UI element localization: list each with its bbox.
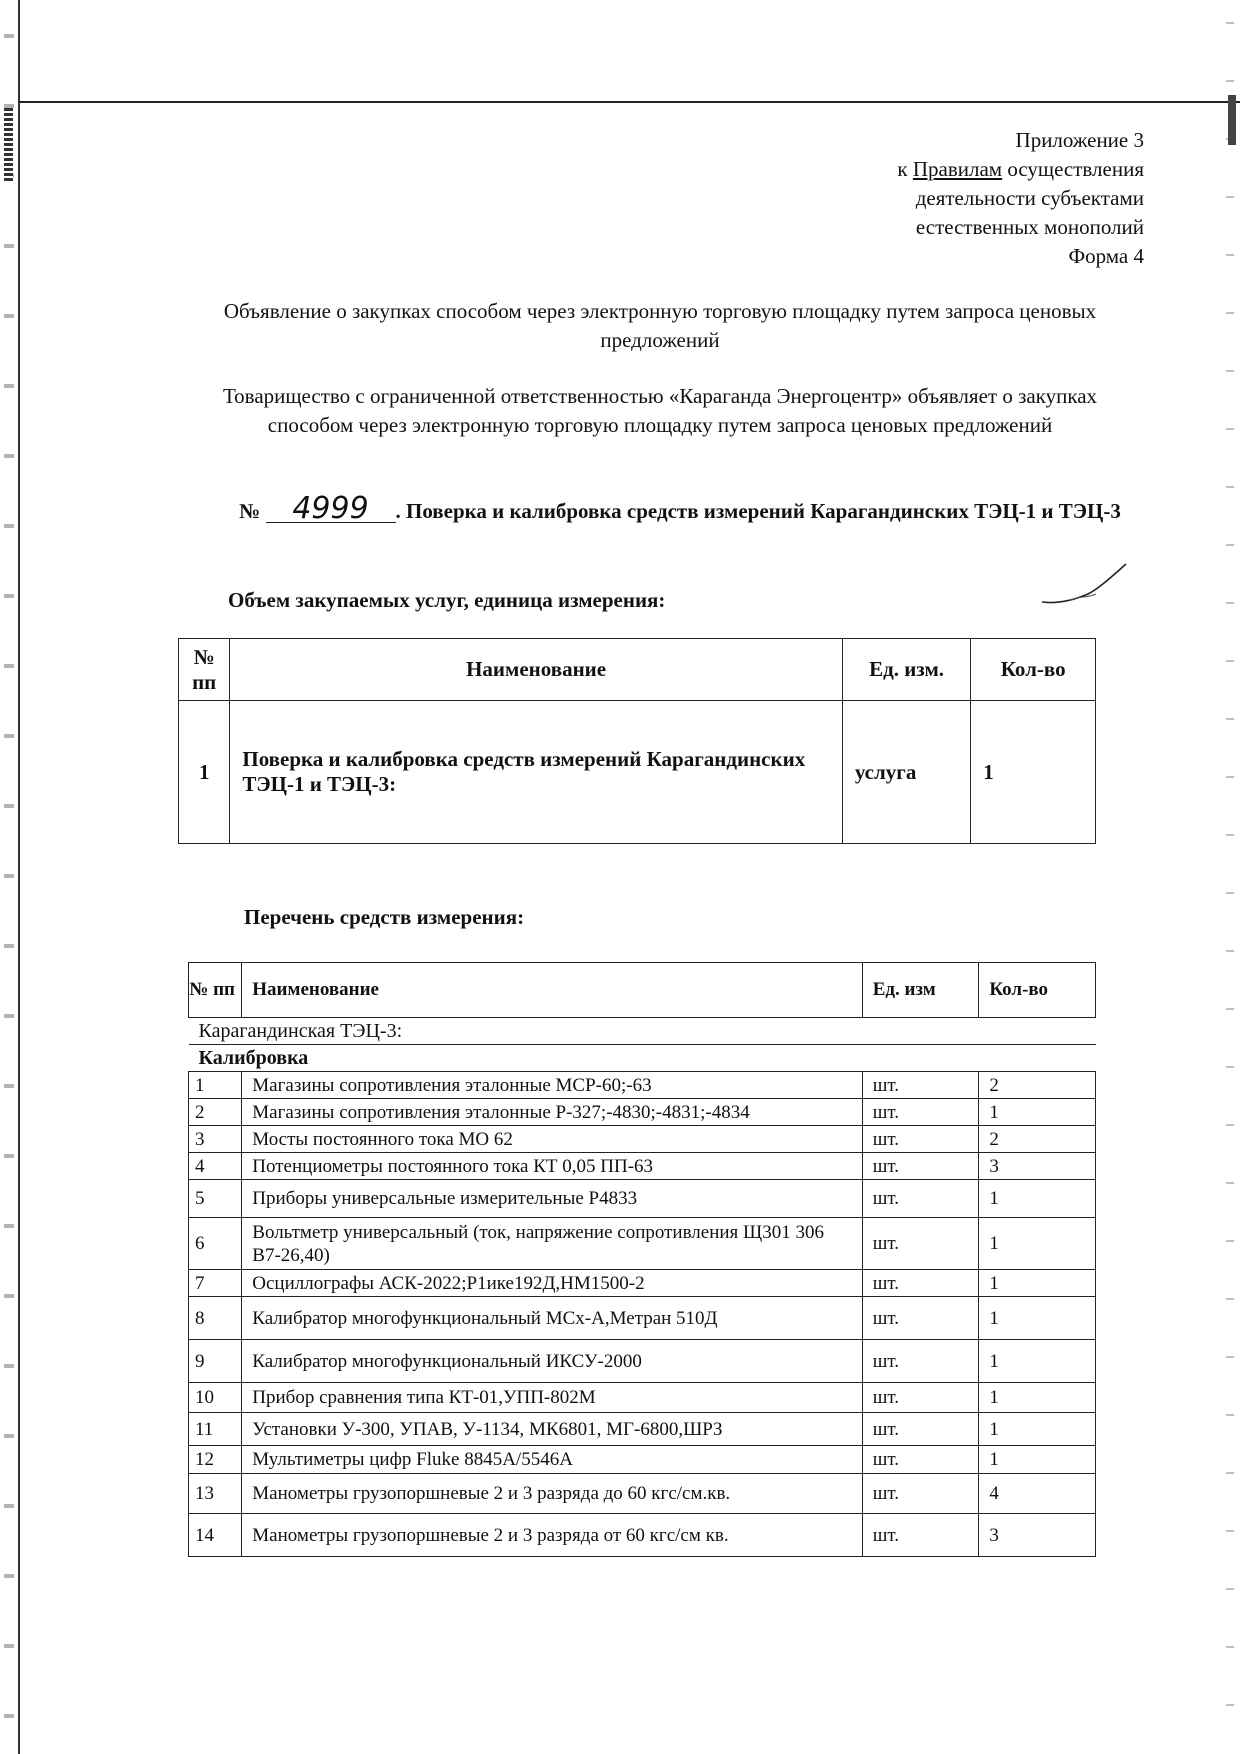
- row-number: 2: [189, 1099, 242, 1126]
- lot-heading: [220, 491, 1140, 526]
- table-row: [189, 1383, 1096, 1413]
- annex-line-1: Приложение 3: [1015, 128, 1144, 152]
- row-unit: шт.: [862, 1153, 979, 1180]
- row-number: 6: [189, 1218, 242, 1270]
- table-row: [189, 1474, 1096, 1514]
- col-number-header: № пп: [179, 639, 230, 701]
- row-number: 1: [179, 701, 230, 844]
- row-qty: 1: [971, 701, 1096, 844]
- annex-form-number: Форма 4: [1068, 244, 1144, 268]
- annex-line-3: деятельности субъектами: [915, 186, 1144, 210]
- col-name-header: Наименование: [230, 639, 842, 701]
- row-unit: шт.: [862, 1413, 979, 1446]
- col-unit-header: Ед. изм.: [842, 639, 970, 701]
- col-qty-header: Кол-во: [979, 963, 1096, 1018]
- row-name: Приборы универсальные измерительные Р4833: [242, 1180, 862, 1218]
- row-unit: шт.: [862, 1099, 979, 1126]
- row-name: Магазины сопротивления эталонные МСР-60;-63: [242, 1072, 862, 1099]
- document-title: Объявление о закупках способом через электронную торговую площадку путем запроса ценовых предложений: [223, 299, 1097, 352]
- row-name: Калибратор многофункциональный МСх-А,Метран 510Д: [242, 1297, 862, 1340]
- row-qty: 1: [979, 1297, 1096, 1340]
- table-row: [189, 1153, 1096, 1180]
- row-name: Манометры грузопоршневые 2 и 3 разряда от 60 кгс/см кв.: [242, 1514, 862, 1557]
- annex-line-4: естественных монополий: [915, 215, 1144, 239]
- services-volume-heading: Объем закупаемых услуг, единица измерения:: [228, 588, 666, 612]
- annex-header: [897, 126, 1144, 271]
- row-number: 1: [189, 1072, 242, 1099]
- signature-mark: [1040, 560, 1130, 610]
- row-name: Калибратор многофункциональный ИКСУ-2000: [242, 1340, 862, 1383]
- row-name: Манометры грузопоршневые 2 и 3 разряда до 60 кгс/см.кв.: [242, 1474, 862, 1514]
- row-unit: шт.: [862, 1218, 979, 1270]
- row-name: Мосты постоянного тока МО 62: [242, 1126, 862, 1153]
- lot-title: . Поверка и калибровка средств измерений Карагандинских ТЭЦ-1 и ТЭЦ-3: [395, 499, 1121, 523]
- row-qty: 1: [979, 1340, 1096, 1383]
- row-qty: 2: [979, 1072, 1096, 1099]
- row-number: 8: [189, 1297, 242, 1340]
- row-qty: 1: [979, 1383, 1096, 1413]
- lot-number-handwritten: 4999: [266, 496, 396, 523]
- row-number: 14: [189, 1514, 242, 1557]
- row-number: 11: [189, 1413, 242, 1446]
- table-row: [189, 1218, 1096, 1270]
- rules-link[interactable]: Правилам: [912, 157, 1003, 181]
- intro-paragraph: Товарищество с ограниченной ответственностью «Караганда Энергоцентр» объявляет о закупках способом через электронную торговую площадку путем запроса ценовых предложений: [222, 384, 1098, 437]
- row-unit: шт.: [862, 1514, 979, 1557]
- table-row: [189, 1099, 1096, 1126]
- table-row: [179, 701, 1096, 844]
- group-row-plant: [189, 1018, 1096, 1045]
- lot-number-prefix: №: [239, 499, 261, 523]
- row-qty: 1: [979, 1180, 1096, 1218]
- services-table-header: [179, 639, 1096, 701]
- row-unit: шт.: [862, 1180, 979, 1218]
- col-unit-header: Ед. изм: [862, 963, 979, 1018]
- group-row-calibration: [189, 1045, 1096, 1072]
- row-number: 7: [189, 1270, 242, 1297]
- row-name: Прибор сравнения типа КТ-01,УПП-802М: [242, 1383, 862, 1413]
- row-qty: 3: [979, 1153, 1096, 1180]
- scan-edge-block-left: [4, 108, 13, 183]
- table-row: [189, 1126, 1096, 1153]
- row-name: Поверка и калибровка средств измерений Карагандинских ТЭЦ-1 и ТЭЦ-3:: [230, 701, 842, 844]
- table-row: [189, 1340, 1096, 1383]
- scan-border-left: [18, 0, 20, 1754]
- row-qty: 1: [979, 1446, 1096, 1474]
- col-number-header: № пп: [189, 963, 242, 1018]
- scan-border-top: [18, 101, 1240, 103]
- annex-line-2-prefix: к: [897, 157, 908, 181]
- col-qty-header: Кол-во: [971, 639, 1096, 701]
- annex-line-2-suffix: осуществления: [1007, 157, 1144, 181]
- row-unit: шт.: [862, 1297, 979, 1340]
- table-row: [189, 1446, 1096, 1474]
- row-unit: шт.: [862, 1126, 979, 1153]
- row-name: Мультиметры цифр Fluke 8845А/5546А: [242, 1446, 862, 1474]
- instruments-table-header: [189, 963, 1096, 1018]
- table-row: [189, 1297, 1096, 1340]
- row-qty: 4: [979, 1474, 1096, 1514]
- table-row: [189, 1180, 1096, 1218]
- row-name: Магазины сопротивления эталонные Р-327;-4830;-4831;-4834: [242, 1099, 862, 1126]
- row-qty: 1: [979, 1413, 1096, 1446]
- table-row: [189, 1072, 1096, 1099]
- scan-edge-marks-right: [1226, 0, 1234, 1754]
- row-unit: шт.: [862, 1270, 979, 1297]
- row-name: Осциллографы АСК-2022;Р1ике192Д,НМ1500-2: [242, 1270, 862, 1297]
- row-unit: шт.: [862, 1072, 979, 1099]
- scan-edge-marks-left: [4, 0, 14, 1754]
- group-plant-label: Карагандинская ТЭЦ-3:: [189, 1018, 1096, 1045]
- scan-edge-block-right: [1228, 95, 1236, 145]
- group-calibration-label: Калибровка: [189, 1045, 1096, 1072]
- row-qty: 1: [979, 1270, 1096, 1297]
- row-qty: 2: [979, 1126, 1096, 1153]
- col-name-header: Наименование: [242, 963, 862, 1018]
- row-number: 10: [189, 1383, 242, 1413]
- row-qty: 1: [979, 1099, 1096, 1126]
- row-name: Установки У-300, УПАВ, У-1134, МК6801, МГ-6800,ШРЗ: [242, 1413, 862, 1446]
- row-unit: шт.: [862, 1474, 979, 1514]
- row-number: 9: [189, 1340, 242, 1383]
- instruments-list-heading: Перечень средств измерения:: [244, 905, 525, 929]
- table-row: [189, 1514, 1096, 1557]
- row-qty: 1: [979, 1218, 1096, 1270]
- row-unit: услуга: [842, 701, 970, 844]
- row-qty: 3: [979, 1514, 1096, 1557]
- row-number: 4: [189, 1153, 242, 1180]
- row-number: 5: [189, 1180, 242, 1218]
- annex-line-2: [897, 155, 1144, 184]
- table-row: [189, 1413, 1096, 1446]
- row-number: 13: [189, 1474, 242, 1514]
- row-name: Вольтметр универсальный (ток, напряжение сопротивления Щ301 306 В7-26,40): [242, 1218, 862, 1270]
- row-unit: шт.: [862, 1383, 979, 1413]
- row-number: 3: [189, 1126, 242, 1153]
- instruments-table-body: [189, 1072, 1096, 1557]
- row-number: 12: [189, 1446, 242, 1474]
- row-name: Потенциометры постоянного тока КТ 0,05 ПП-63: [242, 1153, 862, 1180]
- services-table: [178, 638, 1096, 844]
- table-row: [189, 1270, 1096, 1297]
- instruments-table: [188, 962, 1096, 1557]
- row-unit: шт.: [862, 1446, 979, 1474]
- row-unit: шт.: [862, 1340, 979, 1383]
